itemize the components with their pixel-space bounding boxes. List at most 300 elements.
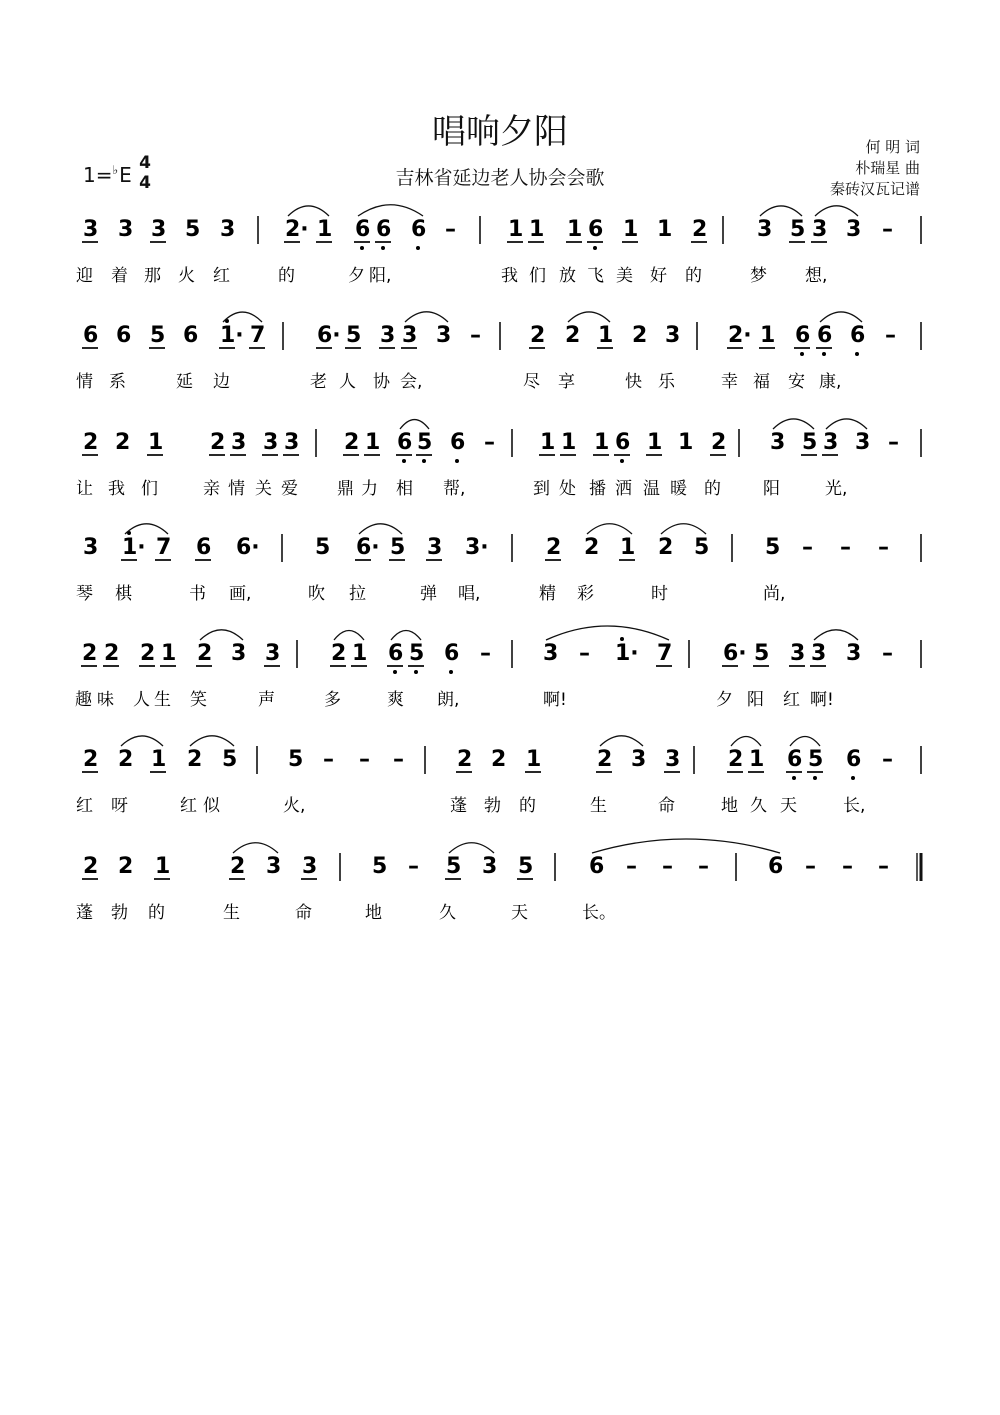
note: 5 — [315, 535, 331, 560]
lyric-syllable: 生 — [223, 903, 240, 923]
lyric-syllable: 似 — [203, 796, 220, 816]
lyric-syllable: 红 — [180, 796, 197, 816]
note: 1 — [151, 747, 167, 772]
note: 6 — [83, 323, 99, 348]
meter-bottom: 4 — [139, 173, 151, 193]
note: 3 — [83, 217, 99, 242]
lyric-syllable: 笑 — [190, 690, 207, 710]
note: 2 — [584, 535, 600, 560]
note: 6 — [588, 217, 604, 242]
note: 1 — [623, 217, 639, 242]
note: 5 — [765, 535, 781, 560]
low-octave-dot — [422, 459, 426, 463]
tie-slur — [731, 737, 761, 747]
lyric-syllable: 蓬 — [450, 796, 467, 816]
note: 3 — [812, 217, 828, 242]
note: 2 — [632, 323, 648, 348]
note: 3 — [284, 430, 300, 455]
lyric-syllable: 延 — [176, 372, 193, 392]
note: 5 — [754, 641, 770, 666]
lyric-syllable: 命 — [658, 796, 675, 816]
dash-sustain: – — [445, 217, 456, 242]
lyric-syllable: 处 — [559, 479, 576, 499]
tie-slur — [233, 843, 278, 853]
lyric-syllable: 琴 — [76, 584, 93, 604]
note: 1 — [598, 323, 614, 348]
note: 6 — [768, 854, 784, 879]
lyric-syllable: 地 — [365, 903, 382, 923]
note: 2 — [344, 430, 360, 455]
note: 2 — [597, 747, 613, 772]
note: 3 — [220, 217, 236, 242]
tie-slur — [814, 630, 858, 640]
tie-slur — [288, 206, 329, 216]
note: 1 — [594, 430, 610, 455]
note: 5 — [802, 430, 818, 455]
lyric-syllable: 想, — [805, 266, 828, 286]
lyric-syllable: 的 — [148, 903, 165, 923]
tie-slur — [760, 206, 802, 216]
lyric-syllable: 鼎 — [337, 479, 354, 499]
note: 2 — [728, 747, 744, 772]
note: 1 — [161, 641, 177, 666]
lyric-syllable: 红 — [76, 796, 93, 816]
low-octave-dot — [402, 459, 406, 463]
low-octave-dot — [449, 670, 453, 674]
lyric-syllable: 幸 — [721, 372, 738, 392]
note: 6 — [787, 747, 803, 772]
note: 2 — [230, 854, 246, 879]
lyric-syllable: 画, — [229, 584, 252, 604]
tie-slur — [358, 205, 423, 216]
note: 1 — [529, 217, 545, 242]
note: 6 — [817, 323, 833, 348]
note: 7 — [250, 323, 266, 348]
note: 1 — [540, 430, 556, 455]
note: 5 — [288, 747, 304, 772]
tie-slur — [200, 630, 243, 640]
lyric-syllable: 力 — [361, 479, 378, 499]
dash-sustain: – — [480, 641, 491, 666]
note: 3 — [482, 854, 498, 879]
note: 1 — [365, 430, 381, 455]
note: 2 — [457, 747, 473, 772]
lyric-syllable: 尚, — [763, 584, 786, 604]
lyric-syllable: 们 — [529, 266, 546, 286]
lyric-syllable: 关 — [255, 479, 272, 499]
note: 3 — [665, 747, 681, 772]
note: 2· — [728, 323, 752, 348]
lyric-syllable: 久 — [439, 903, 456, 923]
composer-credit: 朴瑞星 曲 — [855, 159, 920, 177]
lyric-syllable: 啊! — [810, 690, 834, 710]
low-octave-dot — [822, 352, 826, 356]
tie-slur — [400, 420, 429, 429]
lyric-syllable: 我 — [501, 266, 518, 286]
lyric-syllable: 久 — [750, 796, 767, 816]
lyric-syllable: 多 — [324, 690, 341, 710]
low-octave-dot — [851, 776, 855, 780]
dash-sustain: – — [579, 641, 590, 666]
lyric-syllable: 书 — [189, 584, 206, 604]
lyric-syllable: 火 — [178, 266, 195, 286]
tie-slur — [334, 631, 364, 641]
dash-sustain: – — [408, 854, 419, 879]
tie-slur — [587, 524, 632, 534]
lyric-syllable: 系 — [109, 372, 126, 392]
dash-sustain: – — [698, 854, 709, 879]
lyric-syllable: 情 — [76, 372, 93, 392]
dash-sustain: – — [393, 747, 404, 772]
tie-slur — [826, 419, 867, 429]
note: 3 — [380, 323, 396, 348]
note: 3 — [757, 217, 773, 242]
note: 1· — [615, 641, 639, 666]
note: 3 — [631, 747, 647, 772]
lyric-syllable: 到 — [533, 479, 550, 499]
lyric-syllable: 享 — [558, 372, 575, 392]
lyric-syllable: 梦 — [750, 266, 767, 286]
note: 6· — [356, 535, 380, 560]
low-octave-dot — [416, 246, 420, 250]
note: 1 — [148, 430, 164, 455]
lyricist-credit: 何 明 词 — [865, 138, 920, 156]
lyric-syllable: 夕 — [716, 690, 733, 710]
note: 1 — [561, 430, 577, 455]
lyric-syllable: 乐 — [658, 372, 675, 392]
note: 3 — [266, 854, 282, 879]
dash-sustain: – — [878, 854, 889, 879]
lyric-syllable: 光, — [825, 479, 848, 499]
low-octave-dot — [393, 670, 397, 674]
note: 2 — [658, 535, 674, 560]
lyric-syllable: 情 — [228, 479, 245, 499]
note: 1 — [155, 854, 171, 879]
lyric-syllable: 爽 — [387, 690, 404, 710]
low-octave-dot — [855, 352, 859, 356]
note: 6 — [376, 217, 392, 242]
lyric-syllable: 让 — [76, 479, 93, 499]
low-octave-dot — [360, 246, 364, 250]
note: 6 — [846, 747, 862, 772]
lyric-syllable: 天 — [511, 903, 528, 923]
tie-slur — [121, 736, 163, 746]
note: 3 — [118, 217, 134, 242]
note: 2 — [83, 854, 99, 879]
note: 6 — [615, 430, 631, 455]
note: 6 — [388, 641, 404, 666]
note: 3 — [263, 430, 279, 455]
note: 5 — [694, 535, 710, 560]
lyric-syllable: 的 — [278, 266, 295, 286]
lyric-syllable: 相 — [396, 479, 413, 499]
note: 3 — [151, 217, 167, 242]
lyric-syllable: 着 — [111, 266, 128, 286]
lyric-syllable: 美 — [616, 266, 633, 286]
lyric-syllable: 边 — [213, 372, 230, 392]
lyric-syllable: 迎 — [76, 266, 93, 286]
note: 3 — [427, 535, 443, 560]
note: 6 — [589, 854, 605, 879]
tie-slur — [359, 524, 402, 534]
lyric-syllable: 人 — [133, 690, 150, 710]
lyric-syllable: 播 — [589, 479, 606, 499]
lyric-syllable: 老 — [310, 372, 327, 392]
note: 3 — [302, 854, 318, 879]
lyric-syllable: 的 — [685, 266, 702, 286]
low-octave-dot — [414, 670, 418, 674]
note: 5 — [808, 747, 824, 772]
dash-sustain: – — [840, 535, 851, 560]
lyric-syllable: 蓬 — [76, 903, 93, 923]
note: 1 — [508, 217, 524, 242]
tie-slur — [592, 839, 780, 853]
lyric-syllable: 地 — [721, 796, 738, 816]
note: 3 — [846, 217, 862, 242]
note: 3 — [811, 641, 827, 666]
note: 5 — [446, 854, 462, 879]
lyric-syllable: 帮, — [443, 479, 466, 499]
note: 2 — [331, 641, 347, 666]
lyric-syllable: 我 — [108, 479, 125, 499]
tie-slur — [568, 312, 610, 322]
lyric-syllable: 拉 — [349, 584, 366, 604]
lyric-syllable: 温 — [643, 479, 660, 499]
lyric-syllable: 好 — [650, 266, 667, 286]
note: 6 — [444, 641, 460, 666]
low-octave-dot — [593, 246, 597, 250]
note: 5 — [518, 854, 534, 879]
tie-slur — [125, 524, 168, 534]
lyric-syllable: 康, — [819, 372, 842, 392]
lyric-syllable: 的 — [704, 479, 721, 499]
note: 2 — [546, 535, 562, 560]
dash-sustain: – — [882, 747, 893, 772]
note: 3 — [855, 430, 871, 455]
note: 1 — [657, 217, 673, 242]
note: 2 — [530, 323, 546, 348]
note: 1· — [122, 535, 146, 560]
note: 2· — [285, 217, 309, 242]
lyric-syllable: 呀 — [111, 796, 128, 816]
lyric-syllable: 安 — [788, 372, 805, 392]
note: 2 — [692, 217, 708, 242]
note: 6 — [450, 430, 466, 455]
note: 3 — [790, 641, 806, 666]
note: 3 — [265, 641, 281, 666]
lyric-syllable: 阳 — [763, 479, 780, 499]
lyric-syllable: 命 — [295, 903, 312, 923]
note: 2 — [104, 641, 120, 666]
lyric-syllable: 暖 — [670, 479, 687, 499]
dash-sustain: – — [626, 854, 637, 879]
note: 1 — [760, 323, 776, 348]
note: 1 — [567, 217, 583, 242]
note: 6 — [795, 323, 811, 348]
note: 2 — [565, 323, 581, 348]
note: 5 — [150, 323, 166, 348]
lyric-syllable: 的 — [519, 796, 536, 816]
note: 2 — [210, 430, 226, 455]
key-prefix: 1= — [83, 163, 113, 187]
note: 1 — [647, 430, 663, 455]
lyric-syllable: 唱, — [458, 584, 481, 604]
lyric-syllable: 长, — [843, 796, 866, 816]
lyric-syllable: 阳 — [747, 690, 764, 710]
note: 3 — [402, 323, 418, 348]
tie-slur — [405, 312, 448, 322]
transcriber-credit: 秦砖汉瓦记谱 — [829, 180, 920, 198]
note: 2 — [118, 747, 134, 772]
note: 6 — [183, 323, 199, 348]
lyric-syllable: 放 — [559, 266, 576, 286]
dash-sustain: – — [805, 854, 816, 879]
note: 6 — [850, 323, 866, 348]
lyric-syllable: 夕 — [348, 266, 365, 286]
note: 3 — [83, 535, 99, 560]
lyric-syllable: 天 — [780, 796, 797, 816]
dash-sustain: – — [802, 535, 813, 560]
note: 1 — [620, 535, 636, 560]
tie-slur — [820, 312, 862, 322]
lyric-syllable: 生 — [590, 796, 607, 816]
note: 6· — [723, 641, 747, 666]
note: 6· — [236, 535, 260, 560]
dash-sustain: – — [359, 747, 370, 772]
song-title: 唱响夕阳 — [432, 112, 568, 152]
note: 5 — [790, 217, 806, 242]
low-octave-dot — [813, 776, 817, 780]
note: 7 — [156, 535, 172, 560]
dash-sustain: – — [882, 217, 893, 242]
note: 6 — [397, 430, 413, 455]
lyric-syllable: 啊! — [543, 690, 567, 710]
note: 2 — [83, 747, 99, 772]
note: 2 — [83, 430, 99, 455]
lyric-syllable: 会, — [400, 372, 423, 392]
lyric-syllable: 棋 — [115, 584, 132, 604]
lyric-syllable: 朗, — [437, 690, 460, 710]
note: 5 — [222, 747, 238, 772]
note: 1 — [678, 430, 694, 455]
dash-sustain: – — [888, 430, 899, 455]
lyric-syllable: 阳, — [369, 266, 392, 286]
low-octave-dot — [455, 459, 459, 463]
note: 6 — [355, 217, 371, 242]
lyric-syllable: 味 — [97, 690, 114, 710]
low-octave-dot — [792, 776, 796, 780]
note: 5 — [417, 430, 433, 455]
tie-slur — [815, 206, 858, 216]
lyric-syllable: 飞 — [587, 266, 604, 286]
note: 2 — [118, 854, 134, 879]
lyric-syllable: 生 — [154, 690, 171, 710]
lyric-syllable: 精 — [539, 584, 556, 604]
lyric-syllable: 福 — [753, 372, 770, 392]
dash-sustain: – — [882, 641, 893, 666]
note: 5 — [346, 323, 362, 348]
low-octave-dot — [381, 246, 385, 250]
note: 5 — [185, 217, 201, 242]
note: 6 — [196, 535, 212, 560]
lyric-syllable: 勃 — [484, 796, 501, 816]
note: 5 — [409, 641, 425, 666]
lyric-syllable: 火, — [283, 796, 306, 816]
tie-slur — [790, 737, 820, 747]
dash-sustain: – — [323, 747, 334, 772]
lyric-syllable: 弹 — [420, 584, 437, 604]
lyric-syllable: 红 — [213, 266, 230, 286]
meter-top: 4 — [139, 153, 151, 173]
lyric-syllable: 时 — [651, 584, 668, 604]
note: 6 — [411, 217, 427, 242]
dash-sustain: – — [662, 854, 673, 879]
low-octave-dot — [620, 459, 624, 463]
note: 3 — [846, 641, 862, 666]
dash-sustain: – — [885, 323, 896, 348]
note: 3 — [436, 323, 452, 348]
lyric-syllable: 吹 — [308, 584, 325, 604]
lyric-syllable: 长。 — [582, 903, 616, 923]
note: 7 — [657, 641, 673, 666]
high-octave-dot — [620, 637, 624, 641]
note: 3 — [665, 323, 681, 348]
note: 1 — [526, 747, 542, 772]
tie-slur — [190, 736, 234, 746]
tie-slur — [600, 736, 643, 746]
note: 3 — [823, 430, 839, 455]
note: 2 — [82, 641, 98, 666]
note: 3 — [543, 641, 559, 666]
note: 2 — [491, 747, 507, 772]
note: 5 — [390, 535, 406, 560]
note: 2 — [711, 430, 727, 455]
lyric-syllable: 快 — [625, 372, 642, 392]
dash-sustain: – — [842, 854, 853, 879]
note: 3 — [231, 641, 247, 666]
note: 6· — [317, 323, 341, 348]
lyric-syllable: 们 — [141, 479, 158, 499]
lyric-syllable: 洒 — [615, 479, 632, 499]
lyric-syllable: 趣 — [75, 690, 92, 710]
lyric-syllable: 红 — [783, 690, 800, 710]
note: 3· — [465, 535, 489, 560]
lyric-syllable: 尽 — [523, 372, 540, 392]
lyric-syllable: 声 — [258, 690, 275, 710]
note: 2 — [115, 430, 131, 455]
dash-sustain: – — [484, 430, 495, 455]
lyric-syllable: 那 — [144, 266, 161, 286]
note: 2 — [140, 641, 156, 666]
note: 1· — [220, 323, 244, 348]
tie-slur — [661, 524, 706, 534]
tie-slur — [449, 843, 494, 853]
note: 2 — [187, 747, 203, 772]
note: 5 — [372, 854, 388, 879]
note: 3 — [231, 430, 247, 455]
dash-sustain: – — [470, 323, 481, 348]
lyric-syllable: 勃 — [111, 903, 128, 923]
lyric-syllable: 亲 — [203, 479, 220, 499]
song-subtitle: 吉林省延边老人协会会歌 — [395, 167, 605, 189]
note: 1 — [317, 217, 333, 242]
tie-slur — [391, 631, 421, 641]
note: 3 — [770, 430, 786, 455]
tie-slur — [773, 419, 814, 429]
low-octave-dot — [800, 352, 804, 356]
lyric-syllable: 协 — [373, 372, 390, 392]
dash-sustain: – — [878, 535, 889, 560]
